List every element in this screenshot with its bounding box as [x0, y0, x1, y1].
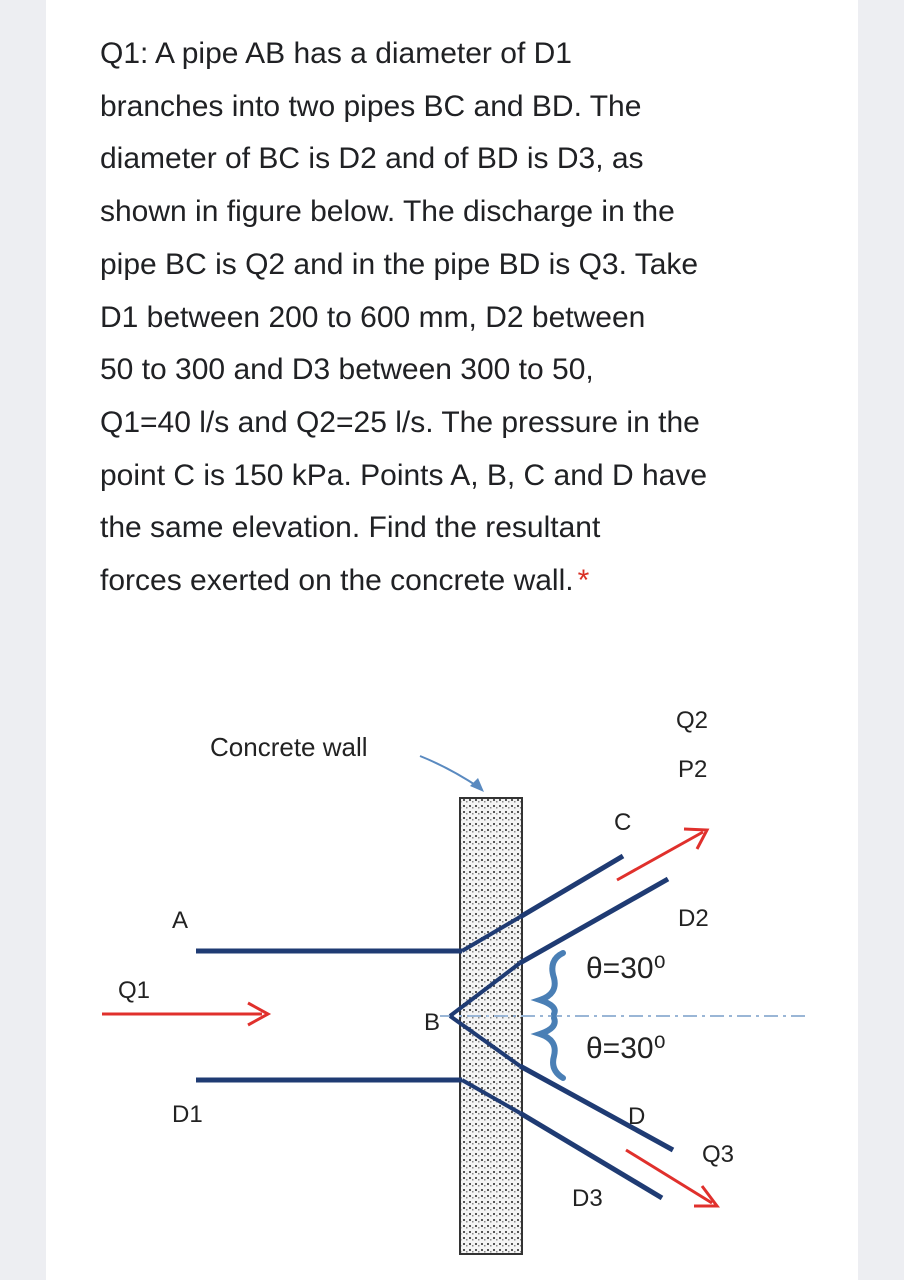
label-a: A	[172, 907, 189, 934]
question-line: pipe BC is Q2 and in the pipe BD is Q3. Take	[100, 247, 699, 281]
label-p2: P2	[678, 756, 708, 783]
q3-flow-arrowhead	[694, 1186, 717, 1206]
pipe-bd-upper-wall	[520, 1066, 673, 1150]
pipe-branch-diagram	[46, 690, 858, 1260]
label-b: B	[424, 1009, 441, 1036]
question-line: shown in figure below. The discharge in the	[100, 195, 675, 229]
question-line: Q1=40 l/s and Q2=25 l/s. The pressure in the	[100, 405, 700, 439]
page-background-left	[0, 0, 46, 1280]
page-background-right	[858, 0, 904, 1280]
label-theta-lower: θ=30⁰	[586, 1032, 666, 1065]
label-d3: D3	[572, 1185, 603, 1212]
required-asterisk: *	[577, 564, 590, 598]
label-q1: Q1	[118, 977, 151, 1004]
pipe-bc-upper-wall	[520, 856, 623, 917]
angle-brace-lower	[540, 1018, 563, 1078]
question-text	[100, 28, 820, 608]
angle-brace-upper	[540, 953, 563, 1014]
q3-flow-arrow	[626, 1150, 712, 1203]
label-d1: D1	[172, 1101, 203, 1128]
concrete-wall-leader-arrowhead	[470, 778, 484, 792]
label-q2: Q2	[676, 707, 709, 734]
question-line: diameter of BC is D2 and of BD is D3, as	[100, 142, 644, 176]
question-line: the same elevation. Find the resultant	[100, 511, 601, 545]
q2-flow-arrow	[617, 832, 703, 880]
label-d: D	[628, 1103, 646, 1130]
question-line: point C is 150 kPa. Points A, B, C and D have	[100, 458, 708, 492]
question-line: Q1: A pipe AB has a diameter of D1	[100, 37, 572, 70]
pipe-bc-lower-wall	[520, 879, 668, 963]
label-q3: Q3	[702, 1141, 735, 1168]
label-d2: D2	[678, 905, 709, 932]
label-theta-upper: θ=30⁰	[586, 952, 666, 985]
concrete-wall-leader	[420, 756, 480, 788]
question-line: D1 between 200 to 600 mm, D2 between	[100, 300, 646, 334]
concrete-wall	[460, 798, 522, 1254]
question-line: branches into two pipes BC and BD. The	[100, 89, 642, 123]
label-c: C	[614, 809, 632, 836]
question-line: forces exerted on the concrete wall.	[100, 564, 574, 598]
label-concrete-wall: Concrete wall	[210, 732, 368, 762]
question-line: 50 to 300 and D3 between 300 to 50,	[100, 353, 594, 387]
